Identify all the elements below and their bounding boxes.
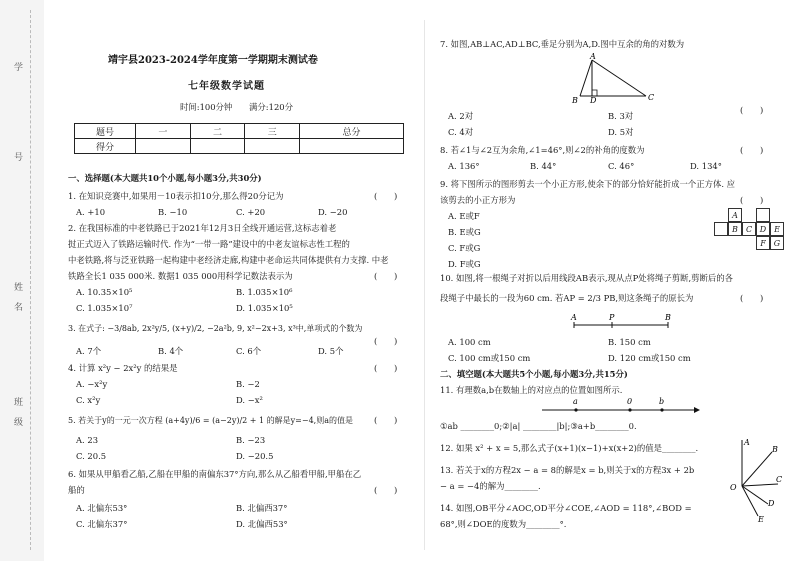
- q5-option[interactable]: C. 20.5: [76, 451, 107, 461]
- q7-segment-ac: [592, 60, 646, 96]
- q13-line: − a = −4的解为________.: [440, 481, 541, 491]
- net-square-c: C: [742, 222, 756, 236]
- q10-line: 10. 如图,将一根绳子对折以后用线段AB表示,现从点P处将绳子剪断,剪断后的各: [440, 273, 734, 283]
- q10-answer-paren[interactable]: ( ): [740, 293, 764, 303]
- exam-subtitle: 七年级数学试题: [188, 81, 265, 92]
- net-square-a: A: [728, 208, 742, 222]
- q7-label-a: A: [590, 52, 596, 61]
- q7-option[interactable]: B. 3对: [608, 111, 634, 121]
- q11-label-b: b: [659, 397, 665, 406]
- side-mark: 名: [14, 303, 24, 313]
- q14-ray-oe: [742, 486, 758, 516]
- score-header-cell: 三: [245, 124, 300, 139]
- score-cell[interactable]: [136, 139, 191, 154]
- q10-label-p: P: [609, 313, 615, 322]
- score-cell[interactable]: [300, 139, 404, 154]
- q8-answer-paren[interactable]: ( ): [740, 145, 764, 155]
- q4-option[interactable]: A. −x²y: [76, 379, 108, 389]
- side-mark: 级: [14, 418, 24, 428]
- q2-answer-paren[interactable]: ( ): [374, 271, 398, 281]
- q14-label-o: O: [730, 483, 737, 492]
- q11-point-a: [574, 408, 577, 411]
- q8-option[interactable]: C. 46°: [608, 161, 635, 171]
- q14-label-e: E: [758, 515, 764, 522]
- q13-line: 13. 若关于x的方程2x − a = 8的解是x = b,则关于x的方程3x + 2b: [440, 465, 695, 475]
- q3-option[interactable]: D. 5个: [318, 346, 344, 356]
- q14-line: 14. 如图,OB平分∠AOC,OD平分∠COE,∠AOD = 118°,∠BOD =: [440, 503, 692, 513]
- q12-text: 12. 如果 x² + x = 5,那么式子(x+1)(x−1)+x(x+2)的值是________.: [440, 443, 699, 453]
- q1-option[interactable]: C. +20: [236, 207, 266, 217]
- q5-option[interactable]: D. −20.5: [236, 451, 274, 461]
- net-square-g: G: [770, 236, 784, 250]
- side-mark: 班: [14, 398, 24, 408]
- net-square-f: F: [756, 236, 770, 250]
- q7-label-b: B: [572, 96, 578, 104]
- q2-option[interactable]: C. 1.035×10⁷: [76, 303, 133, 313]
- q4-option[interactable]: D. −x²: [236, 395, 263, 405]
- net-square-d: D: [756, 222, 770, 236]
- q11-answer-line[interactable]: ①ab ________0;②|a| ________|b|;③a+b________0.: [440, 421, 637, 431]
- q10-label-a: A: [571, 313, 577, 322]
- net-square-e: E: [770, 222, 784, 236]
- q8-option[interactable]: A. 136°: [448, 161, 480, 171]
- q3-text: 3. 在式子: −3/8ab, 2x²y/5, (x+y)/2, −2a²b, 9, x²−2x+3, x³中,单项式的个数为: [68, 324, 363, 333]
- column-divider: [424, 20, 425, 550]
- score-header-cell: 二: [190, 124, 245, 139]
- q7-option[interactable]: C. 4对: [448, 127, 474, 137]
- q7-segment-ab: [580, 60, 592, 96]
- q7-triangle-figure: [570, 52, 660, 104]
- q10-option[interactable]: B. 150 cm: [608, 337, 651, 347]
- q9-option[interactable]: C. F或G: [448, 243, 481, 253]
- side-mark: 学: [14, 63, 24, 73]
- q10-option[interactable]: A. 100 cm: [448, 337, 491, 347]
- q11-label-0: 0: [627, 397, 633, 406]
- q2-option[interactable]: B. 1.035×10⁶: [236, 287, 293, 297]
- q5-option[interactable]: A. 23: [76, 435, 99, 445]
- q9-option[interactable]: D. F或G: [448, 259, 481, 269]
- q2-line: 挝正式迈入了铁路运输时代. 作为“一带一路”建设中的中老友谊标志性工程的: [68, 239, 350, 249]
- q7-text: 7. 如图,AB⊥AC,AD⊥BC,垂足分别为A,D.图中互余的角的对数为: [440, 39, 685, 49]
- q6-option[interactable]: C. 北偏东37°: [76, 519, 128, 529]
- q14-angle-figure: [728, 436, 784, 522]
- q11-text: 11. 有理数a,b在数轴上的对应点的位置如图所示.: [440, 385, 623, 395]
- q4-text: 4. 计算 x²y − 2x²y 的结果是: [68, 363, 178, 373]
- side-mark: 号: [14, 153, 24, 163]
- q9-line: 该剪去的小正方形为: [440, 195, 516, 205]
- q1-answer-paren[interactable]: ( ): [374, 191, 398, 201]
- q10-label-b: B: [665, 313, 671, 322]
- q5-text: 5. 若关于y的一元一次方程 (a+4y)/6 = (a−2y)/2 + 1 的解是y=−4,则a的值是: [68, 416, 353, 425]
- score-header-cell: 题号: [75, 124, 136, 139]
- q10-segment-figure: [568, 312, 678, 334]
- q8-option[interactable]: D. 134°: [690, 161, 722, 171]
- q7-label-c: C: [648, 93, 655, 102]
- q2-option[interactable]: D. 1.035×10⁵: [236, 303, 293, 313]
- q14-label-b: B: [772, 445, 778, 454]
- q8-text: 8. 若∠1与∠2互为余角,∠1=46°,则∠2的补角的度数为: [440, 145, 645, 155]
- q9-option[interactable]: A. E或F: [448, 211, 480, 221]
- cut-line: [30, 10, 31, 550]
- section1-heading: 一、选择题(本大题共10个小题,每小题3分,共30分): [68, 173, 262, 183]
- q14-label-c: C: [776, 475, 783, 484]
- q1-option[interactable]: D. −20: [318, 207, 348, 217]
- q1-option[interactable]: A. +10: [76, 207, 106, 217]
- q2-line: 2. 在我国标准的中老铁路已于2021年12月3日全线开通运营,这标志着老: [68, 223, 337, 233]
- section2-heading: 二、填空题(本大题共5个小题,每小题3分,共15分): [440, 369, 628, 379]
- score-row-label: 得分: [75, 139, 136, 154]
- q7-label-d: D: [590, 96, 597, 104]
- q14-line: 68°,则∠DOE的度数为________°.: [440, 519, 567, 529]
- score-header-cell: 总分: [300, 124, 404, 139]
- q5-answer-paren[interactable]: ( ): [374, 415, 398, 425]
- score-table: [74, 123, 404, 154]
- q7-answer-paren[interactable]: ( ): [740, 105, 764, 115]
- q9-line: 9. 将下图所示的图形剪去一个小正方形,使余下的部分恰好能折成一个正方体. 应: [440, 179, 736, 189]
- q6-option[interactable]: D. 北偏西53°: [236, 519, 288, 529]
- score-cell[interactable]: [190, 139, 245, 154]
- q11-point-0: [628, 408, 631, 411]
- q9-option[interactable]: B. E或G: [448, 227, 481, 237]
- q2-line: 中老铁路,将与泛亚铁路一起构建中老经济走廊,构建中老命运共同体提供有力支撑. 中老: [68, 255, 389, 265]
- q5-option[interactable]: B. −23: [236, 435, 266, 445]
- exam-title: 靖宇县2023-2024学年度第一学期期末测试卷: [108, 55, 318, 66]
- q11-number-line: [540, 396, 700, 416]
- q10-option[interactable]: D. 120 cm或150 cm: [608, 353, 691, 363]
- q7-option[interactable]: D. 5对: [608, 127, 634, 137]
- q14-ray-oc: [742, 484, 778, 486]
- net-square: [714, 222, 728, 236]
- q10-line: 段绳子中最长的一段为60 cm. 若AP = 2/3 PB,则这条绳子的原长为: [440, 293, 694, 303]
- q11-axis-arrow: [694, 407, 700, 413]
- q4-option[interactable]: C. x²y: [76, 395, 101, 405]
- q6-option[interactable]: B. 北偏西37°: [236, 503, 288, 513]
- q8-option[interactable]: B. 44°: [530, 161, 557, 171]
- q11-label-a: a: [573, 397, 578, 406]
- q14-label-a: A: [744, 438, 750, 447]
- q14-ray-ob: [742, 452, 772, 486]
- q6-line: 船的: [68, 485, 85, 495]
- q9-answer-paren[interactable]: ( ): [740, 195, 764, 205]
- score-cell[interactable]: [245, 139, 300, 154]
- q1-text: 1. 在知识竞赛中,如果用－10表示扣10分,那么得20分记为: [68, 191, 284, 201]
- q3-option[interactable]: C. 6个: [236, 346, 262, 356]
- q10-option[interactable]: C. 100 cm或150 cm: [448, 353, 531, 363]
- exam-meta: 时间:100分钟 满分:120分: [180, 102, 293, 112]
- q9-cube-net-figure: [710, 208, 790, 258]
- net-square: [756, 208, 770, 222]
- q14-label-d: D: [768, 499, 775, 508]
- score-header-cell: 一: [136, 124, 191, 139]
- q3-answer-paren[interactable]: ( ): [374, 336, 398, 346]
- q6-answer-paren[interactable]: ( ): [374, 485, 398, 495]
- q14-ray-od: [742, 486, 768, 504]
- q11-point-b: [660, 408, 663, 411]
- q1-option[interactable]: B. −10: [158, 207, 188, 217]
- q6-line: 6. 如果从甲船看乙船,乙船在甲船的南偏东37°方向,那么从乙船看甲船,甲船在乙: [68, 469, 362, 479]
- q3-option[interactable]: B. 4个: [158, 346, 184, 356]
- q7-option[interactable]: A. 2对: [448, 111, 474, 121]
- q2-option[interactable]: A. 10.35×10⁵: [76, 287, 133, 297]
- q4-answer-paren[interactable]: ( ): [374, 363, 398, 373]
- binding-margin: [0, 0, 44, 561]
- q4-option[interactable]: B. −2: [236, 379, 260, 389]
- q6-option[interactable]: A. 北偏东53°: [76, 503, 128, 513]
- side-mark: 姓: [14, 283, 24, 293]
- net-square-b: B: [728, 222, 742, 236]
- q3-option[interactable]: A. 7个: [76, 346, 102, 356]
- q2-line: 铁路全长1 035 000米. 数据1 035 000用科学记数法表示为: [68, 271, 293, 281]
